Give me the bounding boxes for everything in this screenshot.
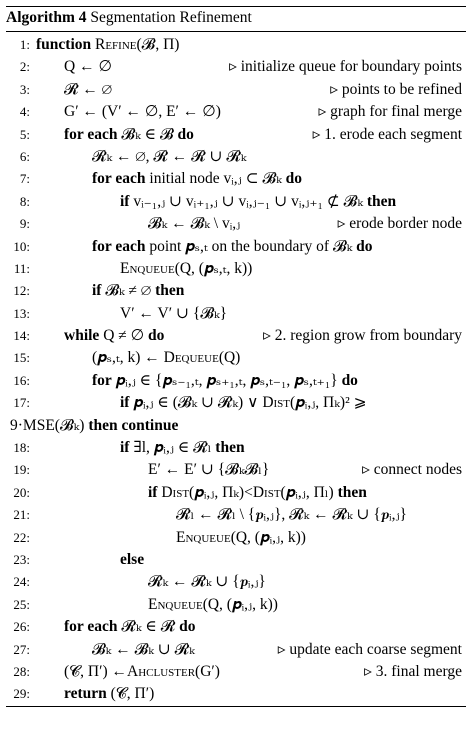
line-number: 9: <box>19 216 30 232</box>
line-comment: ▹ 2. region grow from boundary <box>263 327 462 345</box>
algorithm-caption <box>6 7 466 29</box>
line-code: 𝓑ₖ ← 𝓑ₖ ∪ 𝓡ₖ <box>92 640 195 658</box>
line-number: 14: <box>13 328 30 344</box>
line-comment: ▹ connect nodes <box>362 461 462 479</box>
line-number: 15: <box>13 350 30 366</box>
line-code: if 𝒑ᵢ,ⱼ ∈ (𝓑ₖ ∪ 𝓡ₖ) ∨ Dist(𝒑ᵢ,ⱼ, Πₖ)² ⩾ <box>120 394 367 412</box>
algorithm-line <box>6 415 466 437</box>
line-code: 𝓡ₗ ← 𝓡ₗ \ {𝒑ᵢ,ⱼ}, 𝓡ₖ ← 𝓡ₖ ∪ {𝒑ᵢ,ⱼ} <box>176 506 407 524</box>
line-number: 24: <box>13 574 30 590</box>
algorithm-line <box>6 303 466 325</box>
algorithm-line <box>6 459 466 481</box>
algorithm-line <box>6 661 466 683</box>
line-code: 9·MSE(𝓑ₖ) then continue <box>10 416 179 434</box>
line-number: 8: <box>19 193 30 209</box>
algorithm-line <box>6 616 466 638</box>
line-number: 17: <box>13 395 30 411</box>
line-code: 𝓡 ← ∅ <box>64 80 112 98</box>
line-comment: ▹ 3. final merge <box>364 662 462 680</box>
line-code: for each point 𝒑ₛ,ₜ on the boundary of 𝓑ₖ do <box>92 237 373 255</box>
algorithm-line <box>6 325 466 347</box>
line-code: for 𝒑ᵢ,ⱼ ∈ {𝒑ₛ₋₁,ₜ, 𝒑ₛ₊₁,ₜ, 𝒑ₛ,ₜ₋₁, 𝒑ₛ,ₜ₊₁} do <box>92 371 358 389</box>
algorithm-line <box>6 370 466 392</box>
algorithm-line <box>6 146 466 168</box>
line-code: Q ← ∅ <box>64 58 112 76</box>
algorithm-line <box>6 168 466 190</box>
line-code: function Refine(𝓑, Π) <box>36 36 180 53</box>
algorithm-line <box>6 683 466 705</box>
line-number: 23: <box>13 551 30 567</box>
line-code: for each 𝓑ₖ ∈ 𝓑 do <box>64 125 194 143</box>
line-number: 22: <box>13 529 30 545</box>
algorithm-line <box>6 549 466 571</box>
algorithm-line <box>6 34 466 56</box>
line-code: if Dist(𝒑ᵢ,ⱼ, Πₖ)<Dist(𝒑ᵢ,ⱼ, Πₗ) then <box>148 483 367 501</box>
line-code: 𝓑ₖ ← 𝓑ₖ \ vᵢ,ⱼ <box>148 215 241 233</box>
algorithm-line <box>6 191 466 213</box>
line-code: Enqueue(Q, (𝒑ₛ,ₜ, k)) <box>120 259 253 277</box>
line-comment: ▹ update each coarse segment <box>277 640 462 658</box>
line-number: 10: <box>13 238 30 254</box>
line-number: 2: <box>19 59 30 75</box>
line-code: 𝓡ₖ ← ∅, 𝓡 ← 𝓡 ∪ 𝓡ₖ <box>92 147 247 165</box>
algorithm-line <box>6 639 466 661</box>
algorithm-line <box>6 101 466 123</box>
bottom-rule <box>6 706 466 707</box>
algorithm-title: Segmentation Refinement <box>90 9 252 26</box>
algorithm-line <box>6 571 466 593</box>
line-number: 18: <box>13 440 30 456</box>
line-comment: ▹ points to be refined <box>330 80 462 98</box>
algorithm-line <box>6 79 466 101</box>
algorithm-line <box>6 527 466 549</box>
algorithm-line <box>6 236 466 258</box>
line-number: 11: <box>13 260 30 276</box>
line-number: 19: <box>13 462 30 478</box>
line-code: if 𝓑ₖ ≠ ∅ then <box>92 282 185 300</box>
algorithm-line <box>6 482 466 504</box>
line-code: 𝓡ₖ ← 𝓡ₖ ∪ {𝒑ᵢ,ⱼ} <box>148 573 266 591</box>
line-code: for each 𝓡ₖ ∈ 𝓡 do <box>64 618 196 636</box>
line-comment: ▹ initialize queue for boundary points <box>229 58 462 76</box>
line-code: if vᵢ₋₁,ⱼ ∪ vᵢ₊₁,ⱼ ∪ vᵢ,ⱼ₋₁ ∪ vᵢ,ⱼ₊₁ ⊄ 𝓑ₖ then <box>120 192 397 210</box>
algorithm-line <box>6 347 466 369</box>
algorithm-label: Algorithm 4 <box>6 9 87 26</box>
algorithm-line <box>6 213 466 235</box>
line-number: 1: <box>19 37 30 52</box>
line-code: Enqueue(Q, (𝒑ᵢ,ⱼ, k)) <box>148 595 278 613</box>
algorithm-block <box>6 6 466 707</box>
algorithm-line <box>6 124 466 146</box>
line-code: V′ ← V′ ∪ {𝓑ₖ} <box>120 304 228 322</box>
line-number: 6: <box>19 148 30 164</box>
line-comment: ▹ 1. erode each segment <box>312 125 462 143</box>
line-number: 21: <box>13 507 30 523</box>
line-number: 20: <box>13 484 30 500</box>
line-number: 27: <box>13 641 30 657</box>
line-code: return (𝓒, Π′) <box>64 685 155 703</box>
line-number: 3: <box>19 81 30 97</box>
algorithm-line <box>6 56 466 78</box>
line-code: (𝓒, Π′) ←Ahcluster(G′) <box>64 662 220 680</box>
line-code: Enqueue(Q, (𝒑ᵢ,ⱼ, k)) <box>176 528 306 546</box>
line-code: if ∃l, 𝒑ᵢ,ⱼ ∈ 𝓡ₗ then <box>120 439 245 457</box>
line-number: 29: <box>13 686 30 702</box>
line-number: 5: <box>19 126 30 142</box>
line-number: 16: <box>13 372 30 388</box>
line-number: 4: <box>19 104 30 120</box>
algorithm-line <box>6 392 466 414</box>
algorithm-line <box>6 594 466 616</box>
line-code: (𝒑ₛ,ₜ, k) ← Dequeue(Q) <box>92 349 241 367</box>
line-number: 12: <box>13 283 30 299</box>
algorithm-line <box>6 280 466 302</box>
line-code: G′ ← (V′ ← ∅, E′ ← ∅) <box>64 103 221 121</box>
line-number: 13: <box>13 305 30 321</box>
algorithm-line <box>6 258 466 280</box>
line-number: 26: <box>13 619 30 635</box>
line-code: for each initial node vᵢ,ⱼ ⊂ 𝓑ₖ do <box>92 170 303 188</box>
line-number: 7: <box>19 171 30 187</box>
line-code: while Q ≠ ∅ do <box>64 327 165 345</box>
line-comment: ▹ graph for final merge <box>318 103 462 121</box>
line-number: 28: <box>13 663 30 679</box>
line-comment: ▹ erode border node <box>337 215 462 233</box>
line-number: 25: <box>13 596 30 612</box>
line-code: else <box>120 550 145 568</box>
line-code: E′ ← E′ ∪ {𝓑ₖ𝓑ₗ} <box>148 461 270 479</box>
algorithm-line <box>6 437 466 459</box>
algorithm-lines <box>6 32 466 706</box>
algorithm-line <box>6 504 466 526</box>
